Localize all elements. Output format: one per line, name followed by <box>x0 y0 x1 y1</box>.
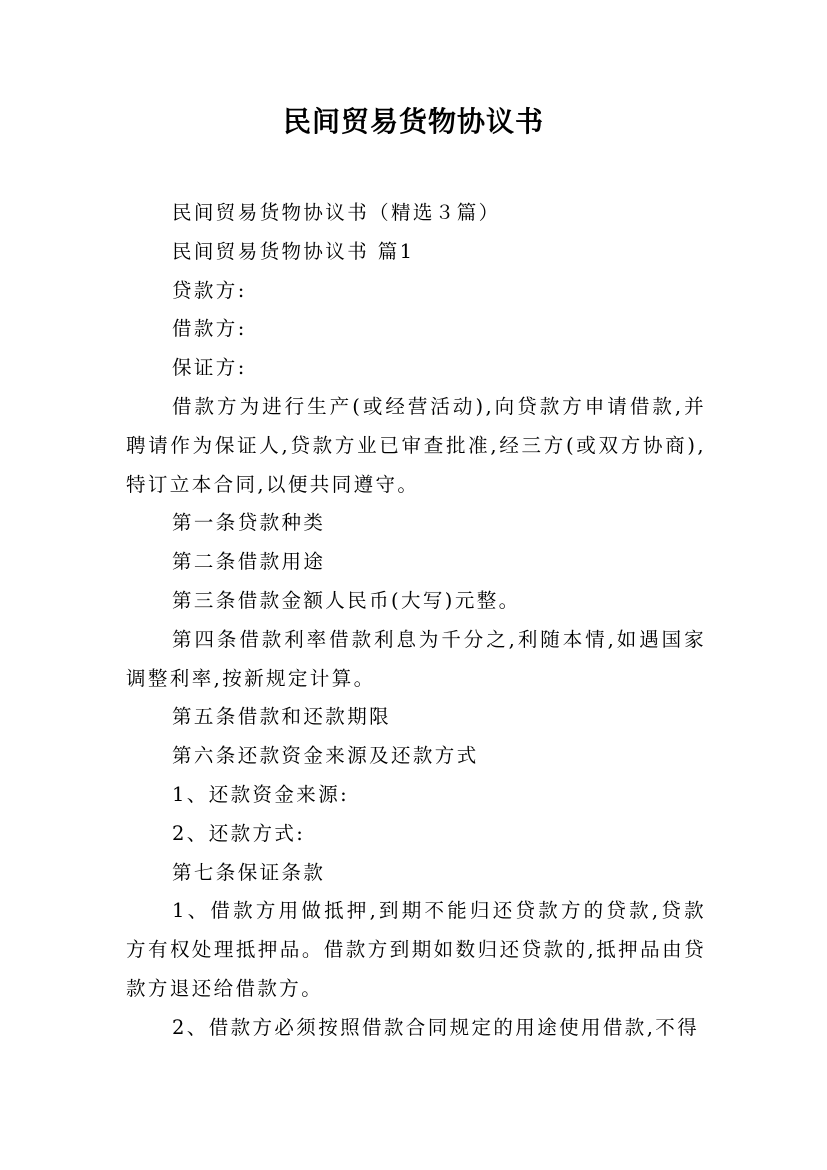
document-title: 民间贸易货物协议书 <box>282 105 544 138</box>
paragraph-guarantee-2: 2、借款方必须按照借款合同规定的用途使用借款,不得 <box>172 1015 700 1039</box>
paragraph-repayment-method: 2、还款方式: <box>172 821 306 845</box>
paragraph-section-heading: 民间贸易货物协议书 篇1 <box>172 239 415 263</box>
paragraph-article-7: 第七条保证条款 <box>172 860 326 884</box>
paragraph-article-4: 第四条借款利率借款利息为千分之,利随本情,如遇国家调整利率,按新规定计算。 <box>126 627 706 690</box>
paragraph-guarantee-1: 1、借款方用做抵押,到期不能归还贷款方的贷款,贷款方有权处理抵押品。借款方到期如数归还贷款的,抵押品由贷款方退还给借款方。 <box>126 899 706 1000</box>
paragraph-article-5: 第五条借款和还款期限 <box>172 705 392 729</box>
paragraph-article-6: 第六条还款资金来源及还款方式 <box>172 744 479 768</box>
paragraph-article-2: 第二条借款用途 <box>172 550 326 574</box>
paragraph-lender: 贷款方: <box>172 278 247 302</box>
paragraph-preamble: 借款方为进行生产(或经营活动),向贷款方申请借款,并聘请作为保证人,贷款方业已审查批准,经三方(或双方协商),特订立本合同,以便共同遵守。 <box>126 394 706 496</box>
paragraph-repayment-source: 1、还款资金来源: <box>172 782 350 806</box>
paragraph-subtitle: 民间贸易货物协议书（精选３篇） <box>172 201 501 224</box>
paragraph-borrower: 借款方: <box>172 317 247 341</box>
paragraph-guarantor: 保证方: <box>172 356 247 380</box>
paragraph-article-1: 第一条贷款种类 <box>172 511 326 535</box>
document-body <box>126 194 706 1048</box>
paragraph-article-3: 第三条借款金额人民币(大写)元整。 <box>172 588 521 612</box>
